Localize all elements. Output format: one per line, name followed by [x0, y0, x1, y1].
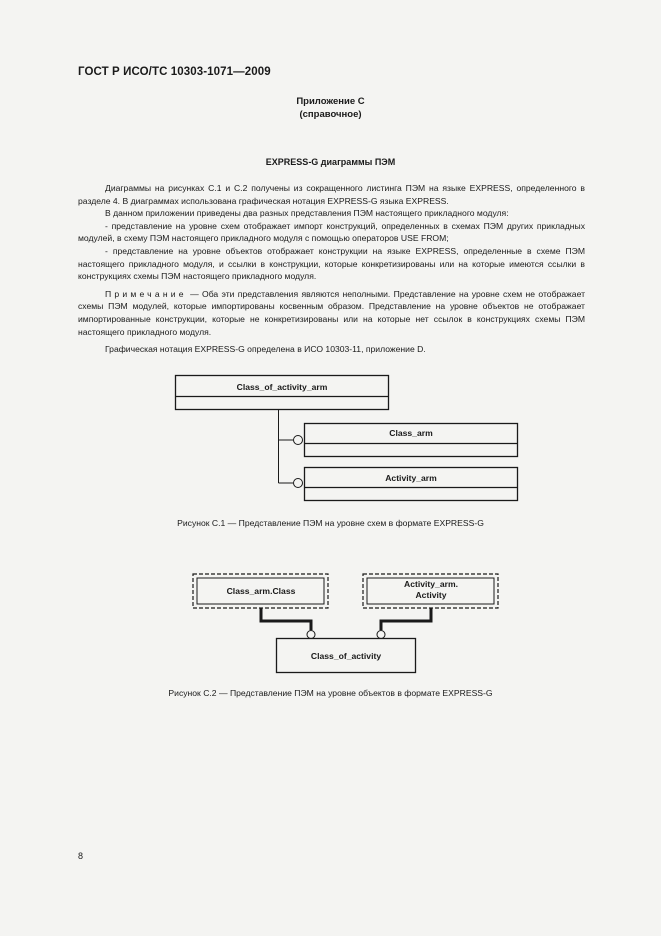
- entity-main-label: Class_of_activity: [310, 651, 382, 661]
- document-header: ГОСТ Р ИСО/ТС 10303-1071—2009: [78, 66, 271, 78]
- page-number: 8: [78, 851, 84, 861]
- note-body: — Оба эти представления являются неполными. Представление на уровне схем не отображает схемы ПЭМ модулей, которые импортированы косвенным образом. Представление на уровне объектов не отображает импортированные конструкции, которые не конкретизированы или на которые нет ссылок в конструкциях схемы ПЭМ настоящего прикладного модуля.: [78, 288, 586, 337]
- relationship-circle-icon: [307, 631, 315, 639]
- annex-title: Приложение С: [296, 96, 365, 107]
- schema-main-label: Class_of_activity_arm: [236, 382, 328, 392]
- paragraph-notation: Графическая нотация EXPRESS-G определена в ИСО 10303-11, приложение D.: [105, 344, 426, 355]
- relationship-line-activity: [381, 608, 431, 630]
- paragraph-intro: Диаграммы на рисунках С.1 и С.2 получены из сокращенного листинга ПЭМ на языке EXPRESS, определенного в разделе 4. В диаграммах использована графическая нотация EXPRESS-G языка EXPRESS.: [78, 183, 585, 206]
- entity-ref-class: [193, 574, 328, 608]
- paragraph-object-level: - представление на уровне объектов отображает конструкции на языке EXPRESS, определенные в схеме ПЭМ настоящего прикладного модуля, и ссылки в конструкции, которые конкретизированы или на которые имеются ссылки в конструкциях схемы ПЭМ настоящего прикладного модуля.: [78, 245, 585, 282]
- entity-ref-activity: [363, 574, 498, 608]
- note-lead: Примечание: [105, 288, 187, 299]
- paragraph-schema-level: - представление на уровне схем отображает импорт конструкций, определенных в схемах ПЭМ других прикладных модулей, в схему ПЭМ настоящего прикладного модуля с помощью операторов USE FROM;: [78, 220, 585, 244]
- figure-c2-caption: Рисунок С.2 — Представление ПЭМ на уровне объектов в формате EXPRESS-G: [168, 688, 493, 698]
- annex-heading: EXPRESS-G диаграммы ПЭМ: [265, 157, 396, 167]
- relationship-circle-icon: [377, 631, 385, 639]
- ref-activity-label-line1: Activity_arm.: [404, 579, 458, 589]
- schema-activity-label: Activity_arm: [385, 473, 437, 483]
- figure-c1-caption: Рисунок С.1 — Представление ПЭМ на уровне схем в формате EXPRESS-G: [177, 518, 484, 528]
- annex-subtitle: (справочное): [299, 109, 362, 120]
- relationship-line-class: [261, 608, 311, 630]
- paragraph-representations: В данном приложении приведены два разных представления ПЭМ настоящего прикладного модуля:: [105, 208, 509, 219]
- ref-activity-label-line2: Activity: [415, 590, 447, 600]
- ref-class-label: Class_arm.Class: [226, 586, 296, 596]
- entity-box-main: [277, 639, 416, 673]
- schema-class-label: Class_arm: [389, 428, 433, 438]
